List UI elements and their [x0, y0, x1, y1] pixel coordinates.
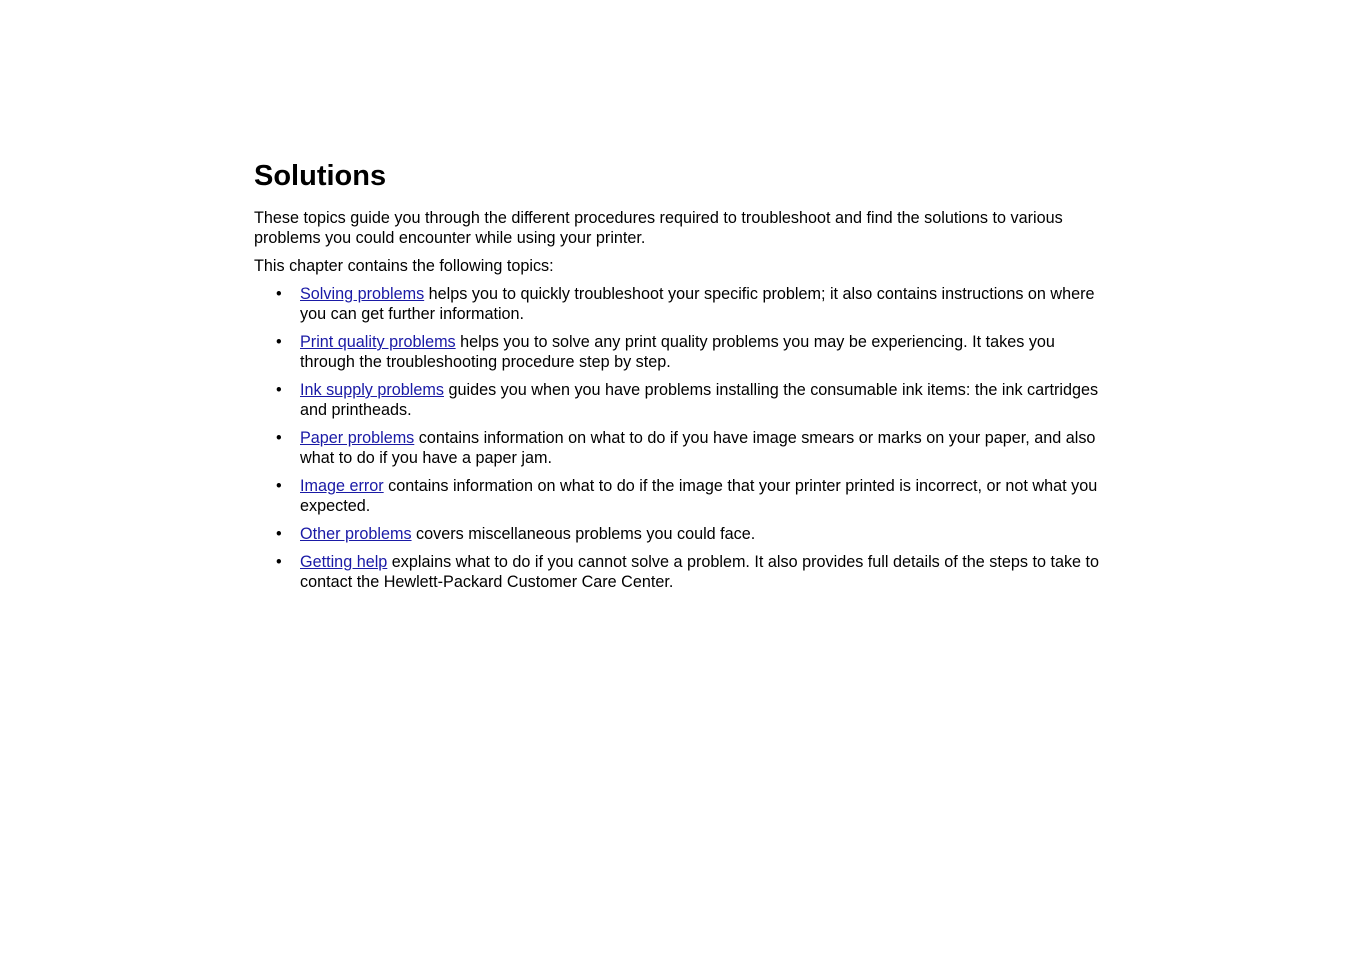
document-page [254, 158, 1104, 600]
topic-description: covers miscellaneous problems you could face. [411, 525, 756, 543]
topic-description: explains what to do if you cannot solve a problem. It also provides full details of the steps to take to contact the Hewlett-Packard Customer Care Center. [300, 553, 1100, 591]
page-title: Solutions [254, 160, 387, 192]
link-solving-problems[interactable]: Solving problems [300, 285, 425, 303]
topic-item-getting-help [254, 552, 1104, 592]
intro-paragraph: These topics guide you through the different procedures required to troubleshoot and find the solutions to various problems you could encounter while using your printer. [254, 209, 1063, 247]
chapter-lead-paragraph: This chapter contains the following topics: [254, 257, 554, 275]
bullet-icon: • [276, 333, 282, 351]
topic-description: contains information on what to do if you have image smears or marks on your paper, and also what to do if you have a paper jam. [300, 429, 1096, 467]
topic-description: helps you to solve any print quality problems you may be experiencing. It takes you through the troubleshooting procedure step by step. [300, 333, 1055, 371]
topic-description: guides you when you have problems installing the consumable ink items: the ink cartridges and printheads. [300, 381, 1099, 419]
topic-item-solving-problems [254, 284, 1104, 324]
topic-item-other-problems [254, 524, 1104, 544]
topic-description: contains information on what to do if the image that your printer printed is incorrect, or not what you expected. [300, 477, 1098, 515]
link-getting-help[interactable]: Getting help [300, 553, 388, 571]
bullet-icon: • [276, 525, 282, 543]
link-print-quality-problems[interactable]: Print quality problems [300, 333, 456, 351]
bullet-icon: • [276, 381, 282, 399]
link-ink-supply-problems[interactable]: Ink supply problems [300, 381, 444, 399]
link-other-problems[interactable]: Other problems [300, 525, 412, 543]
topic-item-print-quality-problems [254, 332, 1104, 372]
link-paper-problems[interactable]: Paper problems [300, 429, 415, 447]
topic-item-image-error [254, 476, 1104, 516]
link-image-error[interactable]: Image error [300, 477, 384, 495]
bullet-icon: • [276, 477, 282, 495]
topic-list [254, 284, 1104, 592]
topic-item-ink-supply-problems [254, 380, 1104, 420]
topic-description: helps you to quickly troubleshoot your specific problem; it also contains instructions on where you can get further information. [300, 285, 1095, 323]
bullet-icon: • [276, 553, 282, 571]
bullet-icon: • [276, 285, 282, 303]
topic-item-paper-problems [254, 428, 1104, 468]
bullet-icon: • [276, 429, 282, 447]
